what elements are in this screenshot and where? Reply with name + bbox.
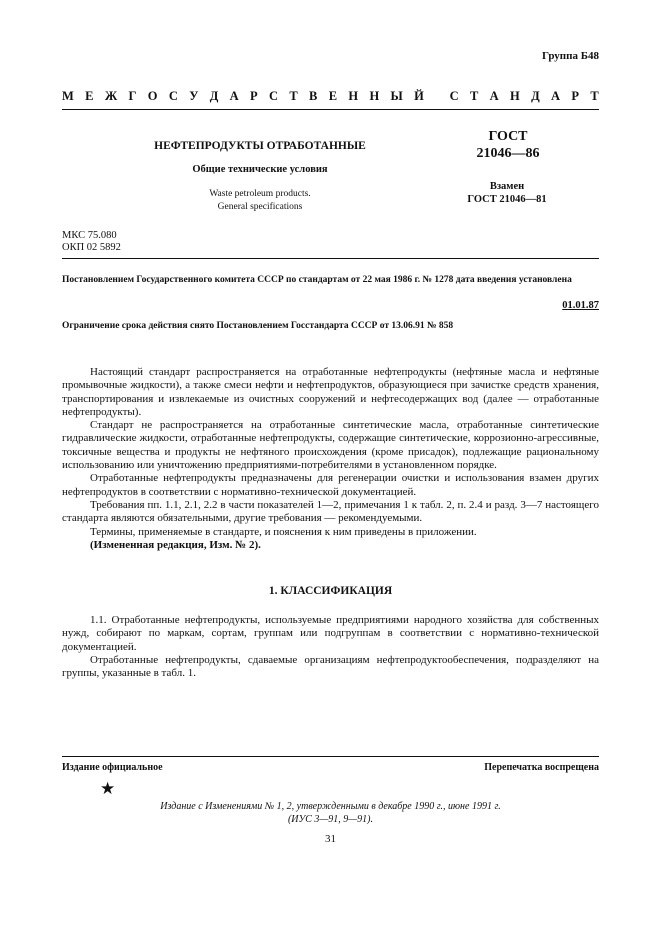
- replaces-label: Взамен: [489, 181, 525, 192]
- header-rule: [62, 109, 599, 110]
- amendment-note: (Измененная редакция, Изм. № 2).: [90, 538, 261, 551]
- banner-letter: У: [189, 89, 199, 103]
- section-text: [62, 614, 599, 680]
- english-title: [100, 188, 420, 214]
- document-title: НЕФТЕПРОДУКТЫ ОТРАБОТАННЫЕ: [154, 140, 366, 152]
- paragraph: 1.1. Отработанные нефтепродукты, используемые предприятиями народного хозяйства для собственных нужд, собирают по маркам, сортам, группам или подгруппам в соответствии с нормативно-технической документацией.: [62, 614, 599, 653]
- banner-letter: С: [168, 89, 178, 103]
- banner-letter: Т: [590, 89, 599, 103]
- paragraph: Требования пп. 1.1, 2.1, 2.2 в части показателей 1—2, примечания 1 к табл. 2, п. 2.4 и разд. 3—7 настоящего стандарта являются обязательными, другие требования — рекомендуемыми.: [62, 498, 599, 525]
- banner-gap: [435, 89, 438, 104]
- intro-text: [62, 366, 599, 552]
- interstate-standard-banner: [62, 89, 599, 104]
- gost-number: 21046—86: [476, 146, 540, 161]
- banner-letter: С: [449, 89, 459, 103]
- english-title-line: Waste petroleum products.: [209, 189, 311, 199]
- effective-date: 01.01.87: [562, 300, 599, 311]
- banner-letter: О: [147, 89, 158, 103]
- paragraph: Стандарт не распространяется на отработанные синтетические масла, отработанные синтетические гидравлические жидкости, отработанные нефтепродукты, содержащие синтетические, коррозионно-агрессивные, токсичные вещества и продукты не нефтяного происхождения (кроме присадок), подлежащие рациональному использованию или уничтожению предприятиями-потребителями в установленном порядке.: [62, 419, 599, 472]
- okp-code: ОКП 02 5892: [62, 242, 121, 253]
- codes-rule: [62, 258, 599, 259]
- paragraph: Настоящий стандарт распространяется на отработанные нефтепродукты (нефтяные масла и нефтяные промывочные жидкости), а также смеси нефти и нефтепродуктов, образующиеся при зачистке средств хранения, транспортирования и извлекаемые из очистных сооружений и нефтесодержащих вод (далее — отработанные нефтепродукты).: [62, 366, 599, 418]
- document-subtitle: Общие технические условия: [192, 164, 328, 175]
- edition-note: [62, 800, 599, 826]
- reprint-prohibited-label: Перепечатка воспрещена: [484, 762, 599, 773]
- footer-rule: [62, 756, 599, 757]
- banner-letter: А: [551, 89, 561, 103]
- banner-letter: Р: [250, 89, 258, 103]
- paragraph: Отработанные нефтепродукты предназначены для регенерации очистки и использования взамен других нефтепродуктов в соответствии с нормативно-технической документацией.: [62, 472, 599, 498]
- edition-note-line: (ИУС 3—91, 9—91).: [287, 814, 374, 825]
- decree-text: Постановлением Государственного комитета СССР по стандартам от 22 мая 1986 г. № 1278 дата введения установлена: [62, 275, 572, 285]
- section-heading: 1. КЛАССИФИКАЦИЯ: [268, 585, 393, 597]
- banner-letter: М: [62, 89, 74, 103]
- banner-letter: Ы: [390, 89, 403, 103]
- banner-letter: Е: [328, 89, 338, 103]
- banner-letter: Т: [289, 89, 298, 103]
- banner-letter: С: [269, 89, 279, 103]
- banner-letter: Д: [209, 89, 219, 103]
- banner-letter: А: [489, 89, 499, 103]
- replaces-block: [452, 180, 562, 206]
- banner-letter: Н: [510, 89, 520, 103]
- banner-letter: Г: [128, 89, 137, 103]
- banner-letter: Д: [531, 89, 540, 103]
- page-number: 31: [325, 833, 336, 845]
- paragraph: Отработанные нефтепродукты, сдаваемые организациям нефтепродуктообеспечения, подразделяют на группы, указанные в табл. 1.: [62, 653, 599, 680]
- edition-note-line: Издание с Изменениями № 1, 2, утвержденными в декабре 1990 г., июне 1991 г.: [160, 801, 501, 812]
- star-icon: ★: [100, 779, 116, 798]
- banner-letter: Н: [369, 89, 380, 103]
- classification-codes: [62, 230, 121, 254]
- mks-code: МКС 75.080: [62, 230, 117, 241]
- banner-letter: В: [309, 89, 318, 103]
- group-code: Группа Б48: [542, 50, 599, 62]
- gost-designation: [468, 128, 548, 162]
- banner-letter: Р: [571, 89, 580, 103]
- english-title-line: General specifications: [217, 202, 303, 212]
- banner-letter: Т: [469, 89, 479, 103]
- banner-letter: Й: [414, 89, 424, 103]
- banner-letter: Е: [85, 89, 94, 103]
- banner-letter: А: [229, 89, 239, 103]
- banner-letter: Н: [348, 89, 359, 103]
- official-edition-label: Издание официальное: [62, 762, 163, 773]
- banner-letter: Ж: [104, 89, 118, 103]
- paragraph: Термины, применяемые в стандарте, и пояснения к ним приведены в приложении.: [90, 525, 477, 538]
- gost-label: ГОСТ: [488, 129, 528, 144]
- replaces-value: ГОСТ 21046—81: [467, 194, 547, 205]
- validity-limit-note: Ограничение срока действия снято Постановлением Госстандарта СССР от 13.06.91 № 858: [62, 321, 454, 331]
